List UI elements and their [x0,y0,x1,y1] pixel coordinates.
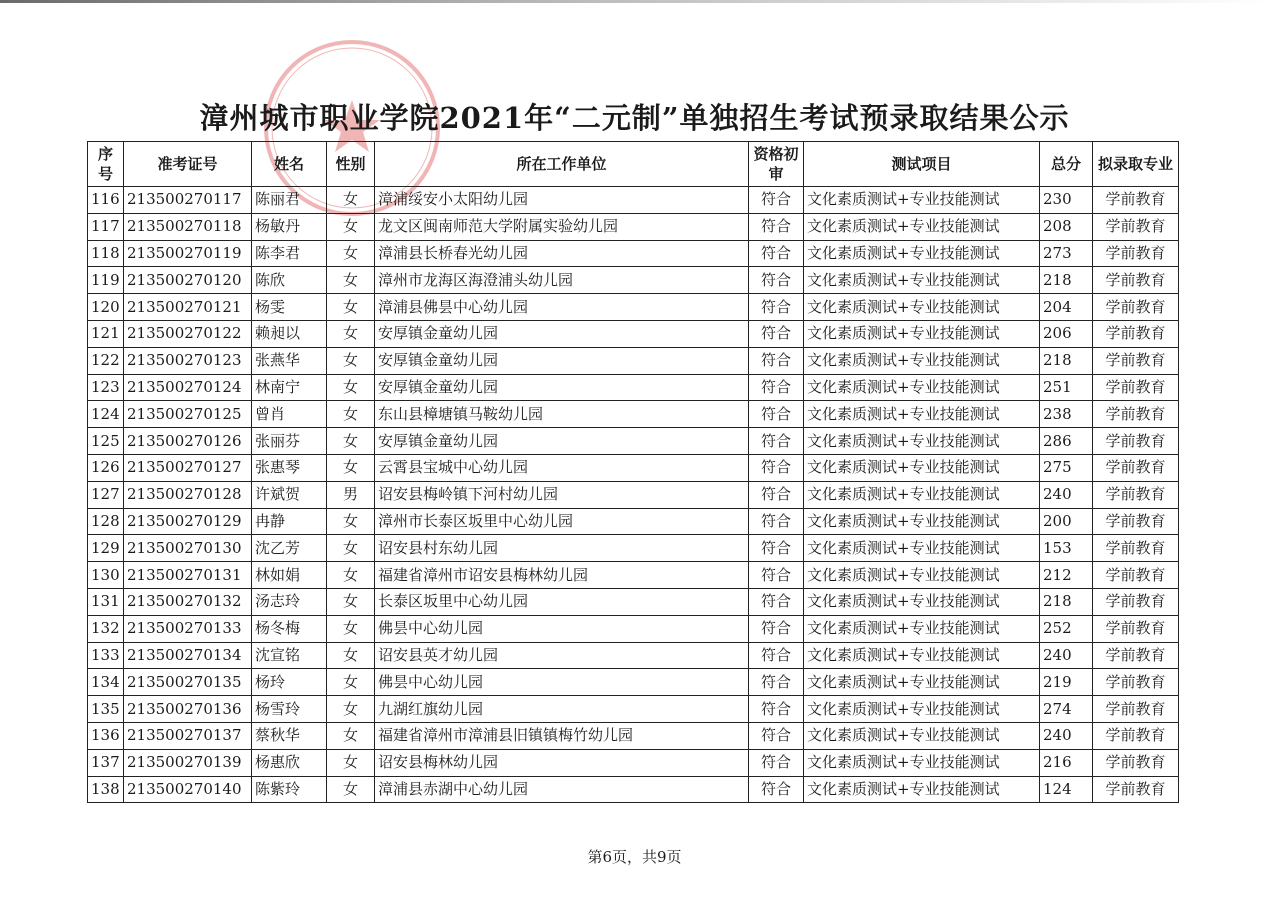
gender-cell: 女 [327,428,375,455]
qualification-cell: 符合 [749,213,804,240]
gender-cell: 女 [327,749,375,776]
table-row [88,615,1179,642]
total-score-cell: 251 [1040,374,1093,401]
exam-id-cell: 213500270128 [124,481,252,508]
name-cell: 陈丽君 [252,187,327,214]
workplace-cell: 漳浦绥安小太阳幼儿园 [375,187,749,214]
workplace-cell: 龙文区闽南师范大学附属实验幼儿园 [375,213,749,240]
gender-cell: 女 [327,588,375,615]
seq-cell: 119 [88,267,124,294]
major-cell: 学前教育 [1093,213,1179,240]
workplace-cell: 安厚镇金童幼儿园 [375,347,749,374]
workplace-cell: 漳浦县赤湖中心幼儿园 [375,776,749,803]
exam-id-cell: 213500270124 [124,374,252,401]
gender-cell: 女 [327,776,375,803]
table-body [88,187,1179,803]
gender-cell: 女 [327,535,375,562]
total-score-cell: 274 [1040,696,1093,723]
name-cell: 沈宣铭 [252,642,327,669]
exam-id-cell: 213500270123 [124,347,252,374]
gender-cell: 女 [327,294,375,321]
exam-id-cell: 213500270125 [124,401,252,428]
major-cell: 学前教育 [1093,722,1179,749]
test-items-cell: 文化素质测试+专业技能测试 [804,294,1040,321]
admission-results-table [87,141,1179,803]
workplace-cell: 东山县樟塘镇马鞍幼儿园 [375,401,749,428]
table-row [88,642,1179,669]
name-cell: 冉静 [252,508,327,535]
qualification-cell: 符合 [749,722,804,749]
document-title: 漳州城市职业学院2021年“二元制”单独招生考试预录取结果公示 [199,101,1070,135]
workplace-cell: 云霄县宝城中心幼儿园 [375,454,749,481]
gender-cell: 女 [327,615,375,642]
exam-id-cell: 213500270118 [124,213,252,240]
gender-cell: 女 [327,374,375,401]
seq-cell: 116 [88,187,124,214]
major-cell: 学前教育 [1093,428,1179,455]
exam-id-cell: 213500270130 [124,535,252,562]
seq-cell: 125 [88,428,124,455]
qualification-cell: 符合 [749,749,804,776]
test-items-cell: 文化素质测试+专业技能测试 [804,776,1040,803]
name-cell: 杨敏丹 [252,213,327,240]
workplace-cell: 诏安县梅林幼儿园 [375,749,749,776]
major-cell: 学前教育 [1093,749,1179,776]
table-row [88,696,1179,723]
name-cell: 赖昶以 [252,320,327,347]
test-items-cell: 文化素质测试+专业技能测试 [804,508,1040,535]
table-header-row [88,142,1179,187]
major-cell: 学前教育 [1093,562,1179,589]
table-row [88,267,1179,294]
major-cell: 学前教育 [1093,588,1179,615]
header-col-total-score: 总分 [1040,142,1093,187]
qualification-cell: 符合 [749,374,804,401]
gender-cell: 女 [327,722,375,749]
seq-cell: 136 [88,722,124,749]
header-col-major: 拟录取专业 [1093,142,1179,187]
test-items-cell: 文化素质测试+专业技能测试 [804,535,1040,562]
total-score-cell: 275 [1040,454,1093,481]
name-cell: 林南宁 [252,374,327,401]
qualification-cell: 符合 [749,401,804,428]
seq-cell: 128 [88,508,124,535]
total-score-cell: 124 [1040,776,1093,803]
test-items-cell: 文化素质测试+专业技能测试 [804,454,1040,481]
total-score-cell: 208 [1040,213,1093,240]
test-items-cell: 文化素质测试+专业技能测试 [804,642,1040,669]
major-cell: 学前教育 [1093,481,1179,508]
total-score-cell: 240 [1040,481,1093,508]
qualification-cell: 符合 [749,669,804,696]
workplace-cell: 安厚镇金童幼儿园 [375,428,749,455]
gender-cell: 女 [327,267,375,294]
exam-id-cell: 213500270119 [124,240,252,267]
total-score-cell: 200 [1040,508,1093,535]
qualification-cell: 符合 [749,696,804,723]
exam-id-cell: 213500270120 [124,267,252,294]
table-row [88,669,1179,696]
test-items-cell: 文化素质测试+专业技能测试 [804,320,1040,347]
exam-id-cell: 213500270127 [124,454,252,481]
major-cell: 学前教育 [1093,320,1179,347]
name-cell: 张丽芬 [252,428,327,455]
workplace-cell: 漳州市长泰区坂里中心幼儿园 [375,508,749,535]
qualification-cell: 符合 [749,508,804,535]
table-row [88,454,1179,481]
test-items-cell: 文化素质测试+专业技能测试 [804,401,1040,428]
gender-cell: 女 [327,213,375,240]
workplace-cell: 福建省漳州市漳浦县旧镇镇梅竹幼儿园 [375,722,749,749]
major-cell: 学前教育 [1093,187,1179,214]
seq-cell: 124 [88,401,124,428]
name-cell: 张惠琴 [252,454,327,481]
table-row [88,320,1179,347]
total-score-cell: 216 [1040,749,1093,776]
gender-cell: 女 [327,320,375,347]
table-row [88,294,1179,321]
qualification-cell: 符合 [749,588,804,615]
table-row [88,588,1179,615]
seq-cell: 137 [88,749,124,776]
workplace-cell: 漳浦县长桥春光幼儿园 [375,240,749,267]
name-cell: 陈欣 [252,267,327,294]
exam-id-cell: 213500270131 [124,562,252,589]
total-score-cell: 286 [1040,428,1093,455]
major-cell: 学前教育 [1093,669,1179,696]
gender-cell: 女 [327,401,375,428]
seq-cell: 133 [88,642,124,669]
exam-id-cell: 213500270133 [124,615,252,642]
seq-cell: 130 [88,562,124,589]
name-cell: 张燕华 [252,347,327,374]
name-cell: 杨玲 [252,669,327,696]
qualification-cell: 符合 [749,562,804,589]
total-score-cell: 218 [1040,588,1093,615]
gender-cell: 女 [327,696,375,723]
table-row [88,508,1179,535]
seq-cell: 120 [88,294,124,321]
seq-cell: 129 [88,535,124,562]
table-row [88,401,1179,428]
qualification-cell: 符合 [749,535,804,562]
major-cell: 学前教育 [1093,776,1179,803]
header-col-gender: 性别 [327,142,375,187]
test-items-cell: 文化素质测试+专业技能测试 [804,562,1040,589]
exam-id-cell: 213500270137 [124,722,252,749]
total-score-cell: 206 [1040,320,1093,347]
seq-cell: 135 [88,696,124,723]
seq-cell: 127 [88,481,124,508]
name-cell: 杨冬梅 [252,615,327,642]
name-cell: 许斌贺 [252,481,327,508]
exam-id-cell: 213500270136 [124,696,252,723]
header-col-exam-id: 准考证号 [124,142,252,187]
workplace-cell: 佛昙中心幼儿园 [375,669,749,696]
test-items-cell: 文化素质测试+专业技能测试 [804,481,1040,508]
qualification-cell: 符合 [749,267,804,294]
workplace-cell: 九湖红旗幼儿园 [375,696,749,723]
major-cell: 学前教育 [1093,454,1179,481]
test-items-cell: 文化素质测试+专业技能测试 [804,749,1040,776]
qualification-cell: 符合 [749,615,804,642]
name-cell: 汤志玲 [252,588,327,615]
table-row [88,481,1179,508]
scan-top-edge [0,0,1269,3]
exam-id-cell: 213500270126 [124,428,252,455]
total-score-cell: 240 [1040,642,1093,669]
seq-cell: 131 [88,588,124,615]
qualification-cell: 符合 [749,454,804,481]
seq-cell: 132 [88,615,124,642]
test-items-cell: 文化素质测试+专业技能测试 [804,722,1040,749]
exam-id-cell: 213500270139 [124,749,252,776]
exam-id-cell: 213500270117 [124,187,252,214]
gender-cell: 女 [327,347,375,374]
total-score-cell: 153 [1040,535,1093,562]
total-score-cell: 218 [1040,347,1093,374]
qualification-cell: 符合 [749,320,804,347]
total-score-cell: 204 [1040,294,1093,321]
total-score-cell: 238 [1040,401,1093,428]
major-cell: 学前教育 [1093,294,1179,321]
workplace-cell: 福建省漳州市诏安县梅林幼儿园 [375,562,749,589]
test-items-cell: 文化素质测试+专业技能测试 [804,213,1040,240]
header-col-qualification: 资格初审 [749,142,804,187]
header-col-name: 姓名 [252,142,327,187]
test-items-cell: 文化素质测试+专业技能测试 [804,669,1040,696]
table-row [88,722,1179,749]
table-row [88,776,1179,803]
qualification-cell: 符合 [749,776,804,803]
seq-cell: 121 [88,320,124,347]
qualification-cell: 符合 [749,187,804,214]
name-cell: 沈乙芳 [252,535,327,562]
gender-cell: 女 [327,240,375,267]
workplace-cell: 佛昙中心幼儿园 [375,615,749,642]
total-score-cell: 252 [1040,615,1093,642]
name-cell: 陈李君 [252,240,327,267]
exam-id-cell: 213500270121 [124,294,252,321]
name-cell: 林如娟 [252,562,327,589]
header-col-workplace: 所在工作单位 [375,142,749,187]
exam-id-cell: 213500270122 [124,320,252,347]
qualification-cell: 符合 [749,240,804,267]
major-cell: 学前教育 [1093,508,1179,535]
major-cell: 学前教育 [1093,615,1179,642]
exam-id-cell: 213500270134 [124,642,252,669]
seq-cell: 123 [88,374,124,401]
test-items-cell: 文化素质测试+专业技能测试 [804,347,1040,374]
exam-id-cell: 213500270140 [124,776,252,803]
exam-id-cell: 213500270129 [124,508,252,535]
gender-cell: 女 [327,562,375,589]
table-row [88,240,1179,267]
table-row [88,187,1179,214]
gender-cell: 女 [327,669,375,696]
total-score-cell: 230 [1040,187,1093,214]
table-row [88,428,1179,455]
major-cell: 学前教育 [1093,240,1179,267]
gender-cell: 男 [327,481,375,508]
test-items-cell: 文化素质测试+专业技能测试 [804,267,1040,294]
name-cell: 曾肖 [252,401,327,428]
qualification-cell: 符合 [749,294,804,321]
workplace-cell: 安厚镇金童幼儿园 [375,320,749,347]
name-cell: 杨雪玲 [252,696,327,723]
qualification-cell: 符合 [749,428,804,455]
workplace-cell: 诏安县村东幼儿园 [375,535,749,562]
workplace-cell: 诏安县梅岭镇下河村幼儿园 [375,481,749,508]
major-cell: 学前教育 [1093,696,1179,723]
table-row [88,374,1179,401]
table-row [88,749,1179,776]
table-row [88,347,1179,374]
header-col-seq: 序号 [88,142,124,187]
total-score-cell: 219 [1040,669,1093,696]
major-cell: 学前教育 [1093,401,1179,428]
test-items-cell: 文化素质测试+专业技能测试 [804,588,1040,615]
major-cell: 学前教育 [1093,374,1179,401]
table-row [88,535,1179,562]
exam-id-cell: 213500270132 [124,588,252,615]
workplace-cell: 长泰区坂里中心幼儿园 [375,588,749,615]
test-items-cell: 文化素质测试+专业技能测试 [804,696,1040,723]
table-row [88,562,1179,589]
table-row [88,213,1179,240]
seq-cell: 126 [88,454,124,481]
page-number-footer: 第6页，共9页 [587,848,682,866]
major-cell: 学前教育 [1093,267,1179,294]
name-cell: 蔡秋华 [252,722,327,749]
seq-cell: 138 [88,776,124,803]
seq-cell: 134 [88,669,124,696]
test-items-cell: 文化素质测试+专业技能测试 [804,187,1040,214]
total-score-cell: 240 [1040,722,1093,749]
seq-cell: 118 [88,240,124,267]
seq-cell: 122 [88,347,124,374]
header-col-test-items: 测试项目 [804,142,1040,187]
name-cell: 陈紫玲 [252,776,327,803]
workplace-cell: 漳浦县佛昙中心幼儿园 [375,294,749,321]
qualification-cell: 符合 [749,481,804,508]
name-cell: 杨惠欣 [252,749,327,776]
total-score-cell: 212 [1040,562,1093,589]
total-score-cell: 273 [1040,240,1093,267]
major-cell: 学前教育 [1093,642,1179,669]
workplace-cell: 诏安县英才幼儿园 [375,642,749,669]
qualification-cell: 符合 [749,347,804,374]
test-items-cell: 文化素质测试+专业技能测试 [804,374,1040,401]
qualification-cell: 符合 [749,642,804,669]
total-score-cell: 218 [1040,267,1093,294]
major-cell: 学前教育 [1093,347,1179,374]
workplace-cell: 漳州市龙海区海澄浦头幼儿园 [375,267,749,294]
gender-cell: 女 [327,642,375,669]
name-cell: 杨雯 [252,294,327,321]
major-cell: 学前教育 [1093,535,1179,562]
test-items-cell: 文化素质测试+专业技能测试 [804,615,1040,642]
test-items-cell: 文化素质测试+专业技能测试 [804,428,1040,455]
gender-cell: 女 [327,187,375,214]
gender-cell: 女 [327,454,375,481]
workplace-cell: 安厚镇金童幼儿园 [375,374,749,401]
exam-id-cell: 213500270135 [124,669,252,696]
test-items-cell: 文化素质测试+专业技能测试 [804,240,1040,267]
gender-cell: 女 [327,508,375,535]
seq-cell: 117 [88,213,124,240]
